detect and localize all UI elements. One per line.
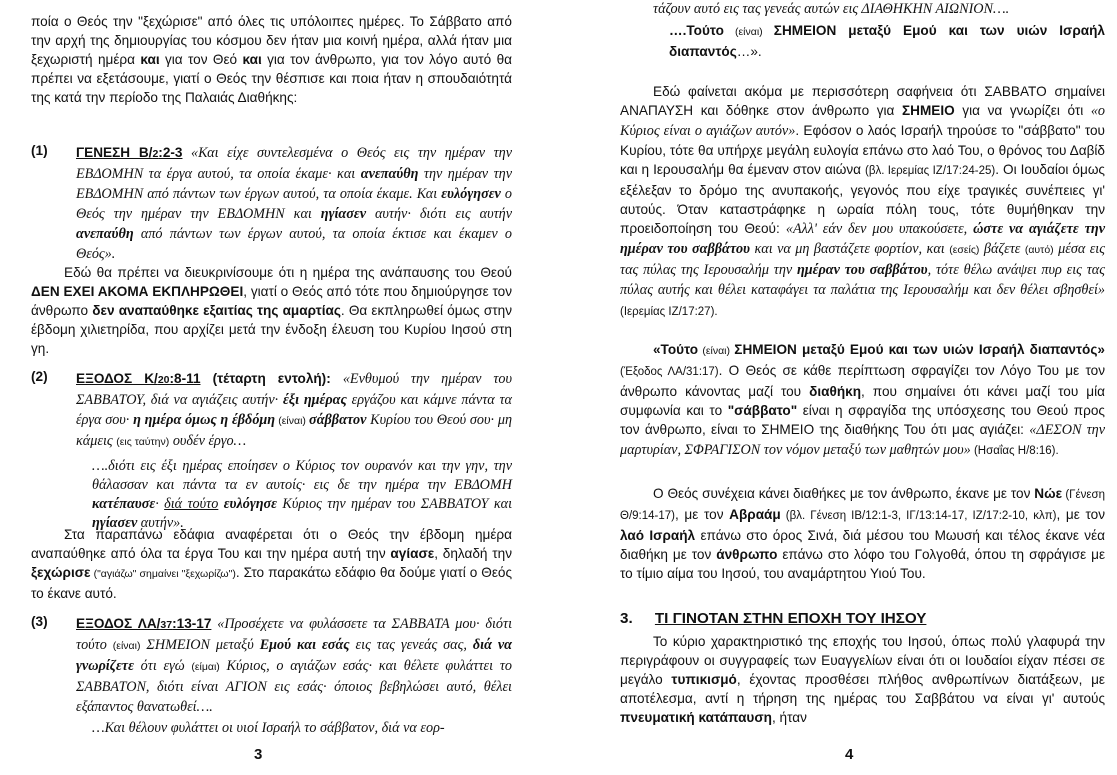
page-3 <box>0 0 540 775</box>
reference: ΓΕΝΕΣΗ Β/2:2-3 <box>76 145 183 160</box>
paragraph-jesus-era: Το κύριο χαρακτηριστικό της εποχής του Ιησού, όπως πολύ γλαφυρά την περιγράφουν οι συγγραφείς των Ευαγγελίων είναι ότι οι Ιουδαίοι είχαν πέσει σε μεγάλο τυπικισμό, έχοντας προσθέσει πλήθος ανθρωπίνων διατάξεων, με αποτέλεσμα, αντί η τήρηση της ημέρας του Σαββάτου να είναι γι' αυτούς πνευματική κατάπαυση, ήταν <box>620 634 1105 725</box>
reference: ΕΞΟΔΟΣ ΛΑ/37:13-17 <box>76 616 212 631</box>
paragraph-rest-day: Εδώ θα πρέπει να διευκρινίσουμε ότι η ημέρα της ανάπαυσης του Θεού ΔΕΝ ΕΧΕΙ ΑΚΟΜΑ ΕΚΠΛΗΡΩΘΕΙ, γιατί ο Θεός από τότε που δημιούργησε τον άνθρωπο δεν αναπαύθηκε εξαιτίας της αμαρτίας. Θα εκπληρωθεί όμως στην έβδομη χιλιετηρίδα, που αρχίζει μετά την ένδοξη έλευση του Κυρίου Ιησού στη γη. <box>31 265 512 356</box>
page-number: 4 <box>845 746 854 763</box>
section-heading <box>620 610 926 627</box>
item-1-number: (1) <box>31 143 48 158</box>
paragraph-sign: Εδώ φαίνεται ακόμα με περισσότερη σαφήνεια ότι ΣΑΒΒΑΤΟ σημαίνει ΑΝΑΠΑΥΣΗ και δόθηκε στον άνθρωπο για ΣΗΜΕΙΟ για να γνωρίζει ότι «ο Κύριος είναι ο αγιάζων αυτόν». Εφόσον ο λαός Ισραήλ τηρούσε το "σάββατο" του Κυρίου, τότε θα υπήρχε μεγάλη ευλογία επάνω στο λαό Του, ο θρόνος του Δαβίδ και η Ιερουσαλήμ θα έμεναν στον αιώνα (βλ. Ιερεμίας ΙΖ/17:24-25). Οι Ιουδαίοι όμως εξέλεξαν το δρόμο της ανυπακοής, γεγονός που είχε τραγικές συνέπειες γι' αυτούς. Όταν καταστράφηκε η ωραία πόλη τους, τότε θυμήθηκαν την προειδοποίηση του Θεού: «Αλλ' εάν δεν μου υπακούσετε, ώστε να αγιάζετε την ημέραν του σαββάτου και να μη βαστάζετε φορτίον, και (εσείς) βάζετε (αυτό) μέσα εις τας πύλας της Ιερουσαλήμ την ημέραν του σαββάτου, τότε θέλω ανάψει πυρ εις τας πύλας αυτής και θέλει καταφάγει τα παλάτια της Ιερουσαλήμ και δεν θέλει σβησθεί» (Ιερεμίας ΙΖ/17:27). <box>620 84 1106 318</box>
paragraph-covenants: Ο Θεός συνέχεια κάνει διαθήκες με τον άνθρωπο, έκανε με τον Νώε (Γένεση Θ/9:14-17), με τον Αβραάμ (βλ. Γένεση ΙΒ/12:1-3, ΙΓ/13:14-17, ΙΖ/17:2-10, κλπ), με τον λαό Ισραήλ επάνω στο όρος Σινά, διά μέσου του Μωυσή και τέλος έκανε νέα διαθήκη με τον άνθρωπο επάνω στο λόφο του Γολγοθά, όπου τη σφράγισε με το τίμιο αίμα του Ιησού, του αναμάρτητου Υιού Του. <box>620 486 1106 581</box>
paragraph-sanctified: Στα παραπάνω εδάφια αναφέρεται ότι ο Θεός την έβδομη ημέρα αναπαύθηκε από όλα τα έργα Του και την ημέρα αυτή την αγίασε, δηλαδή την ξεχώρισε ("αγιάζω" σημαίνει "ξεχωρίζω"). Στο παρακάτω εδάφιο θα δούμε γιατί ο Θεός το έκανε αυτό. <box>31 527 512 601</box>
item-2-number: (2) <box>31 369 48 384</box>
item-1-genesis: ΓΕΝΕΣΗ Β/2:2-3 «Και είχε συντελεσμένα ο Θεός εις την ημέραν την ΕΒΔΟΜΗΝ τα έργα αυτού, τα οποία έκαμε· και ανεπαύθη την ημέραν την ΕΒΔΟΜΗΝ από πάντων των έργων αυτού, τα οποία έκαμε. Και ευλόγησεν ο Θεός την ημέραν την ΕΒΔΟΜΗΝ και ηγίασεν αυτήν· διότι εις αυτήν ανεπαύθη από πάντων των έργων αυτού, τα οποία έκτισε και έκαμεν ο Θεός». <box>76 145 513 262</box>
reference: ΕΞΟΔΟΣ Κ/20:8-11 <box>76 371 201 386</box>
continued-quote: τάζουν αυτό εις τας γενεάς αυτών εις ΔΙΑΘΗΚΗΝ ΑΙΩΝΙΟΝ…. ….Τούτο (είναι) ΣΗΜΕΙΟΝ μεταξύ Εμού και των υιών Ισραήλ διαπαντός…». <box>653 1 1105 59</box>
item-3-exodus: ΕΞΟΔΟΣ ΛΑ/37:13-17 «Προσέχετε να φυλάσσετε τα ΣΑΒΒΑΤΑ μου· διότι τούτο (είναι) ΣΗΜΕΙΟΝ μεταξύ Εμού και εσάς εις τας γενεάς σας, διά να γνωρίζετε ότι εγώ (είμαι) Κύριος, ο αγιάζων εσάς· και θέλετε φυλάττει το ΣΑΒΒΑΤΟΝ, διότι είναι ΑΓΙΟΝ εις εσάς· όποιος βεβηλώσει αυτό, θέλει εξάπαντος θανατωθεί…. …Και θέλουν φυλάττει οι υιοί Ισραήλ το σάββατον, διά να εορ- <box>76 616 513 736</box>
item-2-exodus: ΕΞΟΔΟΣ Κ/20:8-11 (τέταρτη εντολή): «Ενθυμού την ημέραν του ΣΑΒΒΑΤΟΥ, διά να αγιάζεις αυτήν· έξι ημέρας εργάζου και κάμνε πάντα τα έργα σου· η ημέρα όμως η έβδόμη (είναι) σάββατον Κυρίου του Θεού σου· μη κάμεις (εις ταύτην) ουδέν έργο… ….διότι εις έξι ημέρας εποίησεν ο Κύριος τον ουρανόν και την γην, την θάλασσαν και πάντα τα εν αυτοίς· εις δε την ημέρα την ΕΒΔΟΜΗ κατέπαυσε· διά τούτο ευλόγησε Κύριος την ημέραν του ΣΑΒΒΑΤΟΥ και ηγίασεν αυτήν». <box>76 371 513 531</box>
page-number: 3 <box>254 746 263 763</box>
section-number: 3. <box>620 610 633 627</box>
item-3-number: (3) <box>31 614 48 629</box>
page-4 <box>560 0 1117 775</box>
section-title: ΤΙ ΓΙΝΟΤΑΝ ΣΤΗΝ ΕΠΟΧΗ ΤΟΥ ΙΗΣΟΥ <box>654 610 927 627</box>
intro-paragraph: ποία ο Θεός την "ξεχώρισε" από όλες τις υπόλοιπες ημέρες. Το Σάββατο από την αρχή της δημιουργίας του κόσμου δεν ήταν μια κοινή ημέρα, αλλά ήταν μια ξεχωριστή ημέρα και για τον Θεό και για τον άνθρωπο, για τον λόγο αυτό θα πρέπει να εξετάσουμε, γιατί ο Θεός την θέσπισε και ποια ήταν η σπουδαιότητά της κατά την περίοδο της Παλαιάς Διαθήκης: <box>31 14 513 105</box>
paragraph-covenant: «Τούτο (είναι) ΣΗΜΕΙΟΝ μεταξύ Εμού και των υιών Ισραήλ διαπαντός» (Έξοδος ΛΑ/31:17). Ο Θεός σε κάθε περίπτωση σφραγίζει τον Λόγο Του με τον άνθρωπο κάνοντας μαζί του διαθήκη, που σημαίνει ότι κάνει μαζί του μία συμφωνία και το "σάββατο" είναι η σφραγίδα της υπόσχεσης του Θεού προς τον άνθρωπο, είναι το ΣΗΜΕΙΟ της διαθήκης Του ότι μας αγιάζει: «ΔΕΣΟΝ την μαρτυρίαν, ΣΦΡΑΓΙΣΟΝ τον νόμον μεταξύ των μαθητών μου» (Ησαΐας Η/8:16). <box>620 342 1106 458</box>
